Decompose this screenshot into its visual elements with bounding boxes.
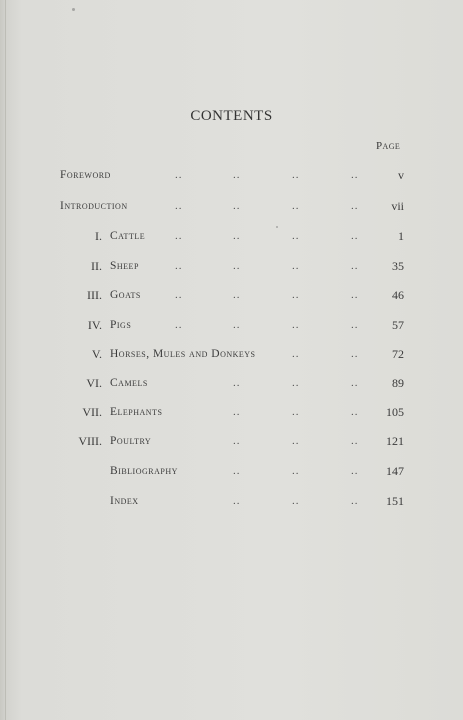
leader-dots: .. xyxy=(233,495,241,507)
leader-dots: .. xyxy=(233,465,241,477)
leader-dots: .. xyxy=(233,230,241,242)
leader-dots: .. xyxy=(175,289,183,301)
toc-entry xyxy=(0,491,463,511)
toc-page-number: vii xyxy=(391,199,404,213)
leader-dots: .. xyxy=(351,377,359,389)
toc-label: Introduction xyxy=(60,200,128,212)
chapter-number: VI. xyxy=(86,376,102,390)
page-column-heading: Page xyxy=(376,140,401,152)
toc-entry xyxy=(0,285,463,305)
toc-label: Elephants xyxy=(110,406,163,418)
leader-dots: .. xyxy=(292,406,300,418)
toc-page-number: 105 xyxy=(386,405,404,419)
leader-dots: .. xyxy=(351,169,359,181)
leader-dots: .. xyxy=(175,230,183,242)
toc-label: Cattle xyxy=(110,230,146,242)
toc-entry xyxy=(0,431,463,451)
toc-label: Sheep xyxy=(110,260,139,272)
chapter-number: I. xyxy=(95,229,102,243)
toc-label: Foreword xyxy=(60,169,111,181)
leader-dots: .. xyxy=(351,200,359,212)
toc-page-number: 72 xyxy=(392,347,404,361)
chapter-number: VIII. xyxy=(78,434,102,448)
leader-dots: .. xyxy=(292,289,300,301)
toc-label: Index xyxy=(110,495,139,507)
toc-entry xyxy=(0,256,463,276)
leader-dots: .. xyxy=(351,435,359,447)
leader-dots: .. xyxy=(292,169,300,181)
leader-dots: .. xyxy=(233,260,241,272)
leader-dots: .. xyxy=(292,377,300,389)
leader-dots: .. xyxy=(351,289,359,301)
leader-dots: .. xyxy=(175,169,183,181)
leader-dots: .. xyxy=(351,230,359,242)
leader-dots: .. xyxy=(233,435,241,447)
leader-dots: .. xyxy=(351,348,359,360)
leader-dots: .. xyxy=(351,406,359,418)
leader-dots: .. xyxy=(175,260,183,272)
chapter-number: V. xyxy=(91,347,102,361)
paper-speck xyxy=(72,8,75,11)
leader-dots: .. xyxy=(175,200,183,212)
leader-dots: .. xyxy=(292,435,300,447)
toc-page-number: 46 xyxy=(392,288,404,302)
leader-dots: .. xyxy=(175,319,183,331)
leader-dots: .. xyxy=(292,495,300,507)
leader-dots: .. xyxy=(233,406,241,418)
leader-dots: .. xyxy=(351,319,359,331)
toc-entry xyxy=(0,402,463,422)
toc-page-number: 89 xyxy=(392,376,404,390)
chapter-number: III. xyxy=(87,288,102,302)
toc-label: Bibliography xyxy=(110,465,178,477)
toc-label: Poultry xyxy=(110,435,152,447)
toc-page-number: 151 xyxy=(386,494,404,508)
toc-entry xyxy=(0,196,463,216)
toc-page-number: 121 xyxy=(386,434,404,448)
toc-label: Goats xyxy=(110,289,141,301)
leader-dots: .. xyxy=(351,495,359,507)
toc-page-number: 1 xyxy=(398,229,404,243)
leader-dots: .. xyxy=(233,319,241,331)
toc-entry xyxy=(0,226,463,246)
toc-page-number: 57 xyxy=(392,318,404,332)
toc-label: Horses, Mules and Donkeys xyxy=(110,348,256,360)
toc-entry xyxy=(0,461,463,481)
toc-entry xyxy=(0,344,463,364)
leader-dots: .. xyxy=(292,230,300,242)
toc-entry xyxy=(0,315,463,335)
leader-dots: .. xyxy=(292,465,300,477)
page-title: CONTENTS xyxy=(190,108,273,124)
leader-dots: .. xyxy=(292,260,300,272)
leader-dots: .. xyxy=(233,200,241,212)
chapter-number: VII. xyxy=(82,405,102,419)
chapter-number: IV. xyxy=(87,318,102,332)
leader-dots: .. xyxy=(351,260,359,272)
leader-dots: .. xyxy=(233,377,241,389)
leader-dots: .. xyxy=(233,169,241,181)
leader-dots: .. xyxy=(351,465,359,477)
toc-label: Camels xyxy=(110,377,148,389)
toc-label: Pigs xyxy=(110,319,132,331)
toc-entry xyxy=(0,373,463,393)
toc-entry xyxy=(0,165,463,185)
leader-dots: .. xyxy=(292,200,300,212)
leader-dots: .. xyxy=(292,319,300,331)
toc-page-number: v xyxy=(398,168,404,182)
chapter-number: II. xyxy=(91,259,102,273)
toc-page-number: 147 xyxy=(386,464,404,478)
toc-page-number: 35 xyxy=(392,259,404,273)
leader-dots: .. xyxy=(233,289,241,301)
leader-dots: .. xyxy=(292,348,300,360)
